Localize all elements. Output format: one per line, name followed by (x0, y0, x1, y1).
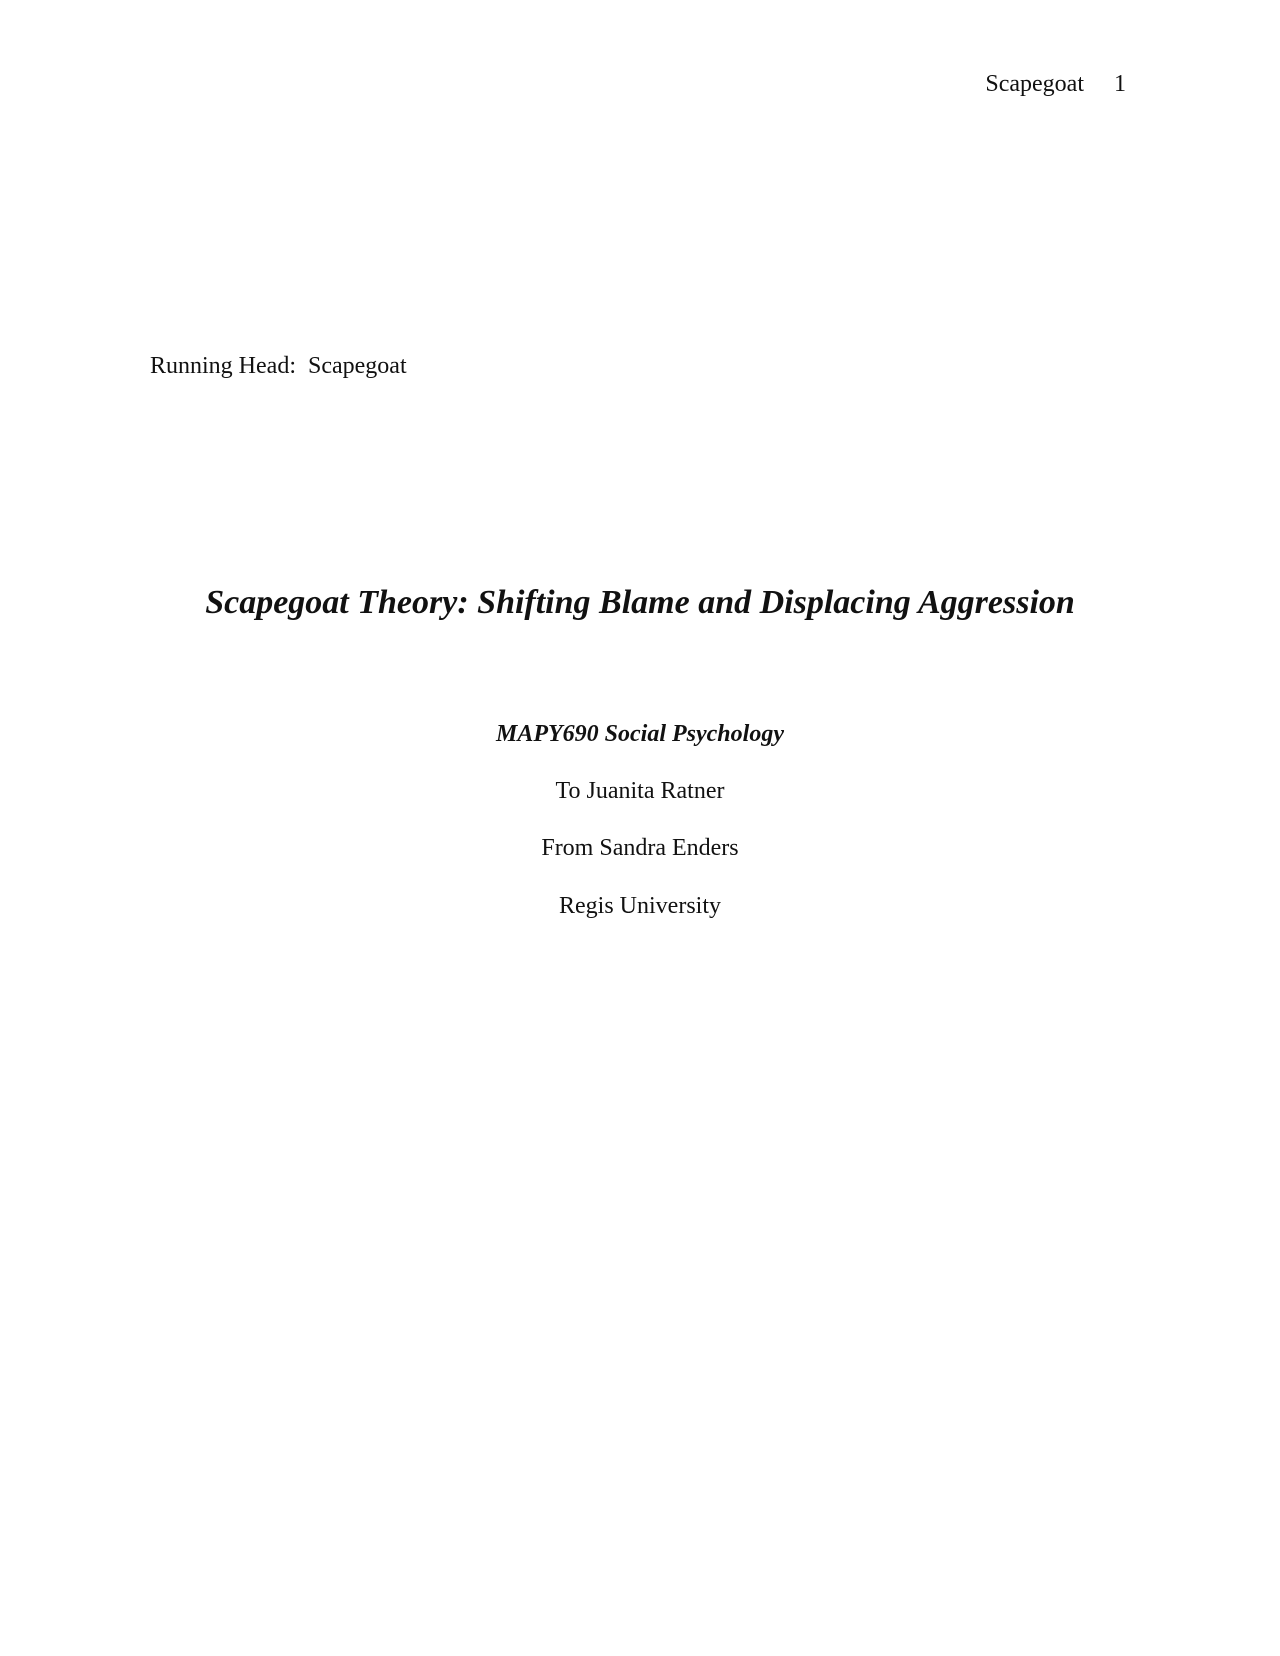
author-line: From Sandra Enders (541, 835, 739, 861)
header-short-title: Scapegoat (985, 71, 1084, 97)
recipient-line: To Juanita Ratner (555, 778, 725, 804)
running-head: Running Head: Scapegoat (150, 353, 407, 379)
page-header (985, 72, 1126, 96)
page-number: 1 (1114, 71, 1126, 97)
course-name: MAPY690 Social Psychology (496, 721, 784, 747)
paper-title: Scapegoat Theory: Shifting Blame and Displacing Aggression (205, 584, 1075, 621)
institution-line: Regis University (559, 893, 721, 919)
